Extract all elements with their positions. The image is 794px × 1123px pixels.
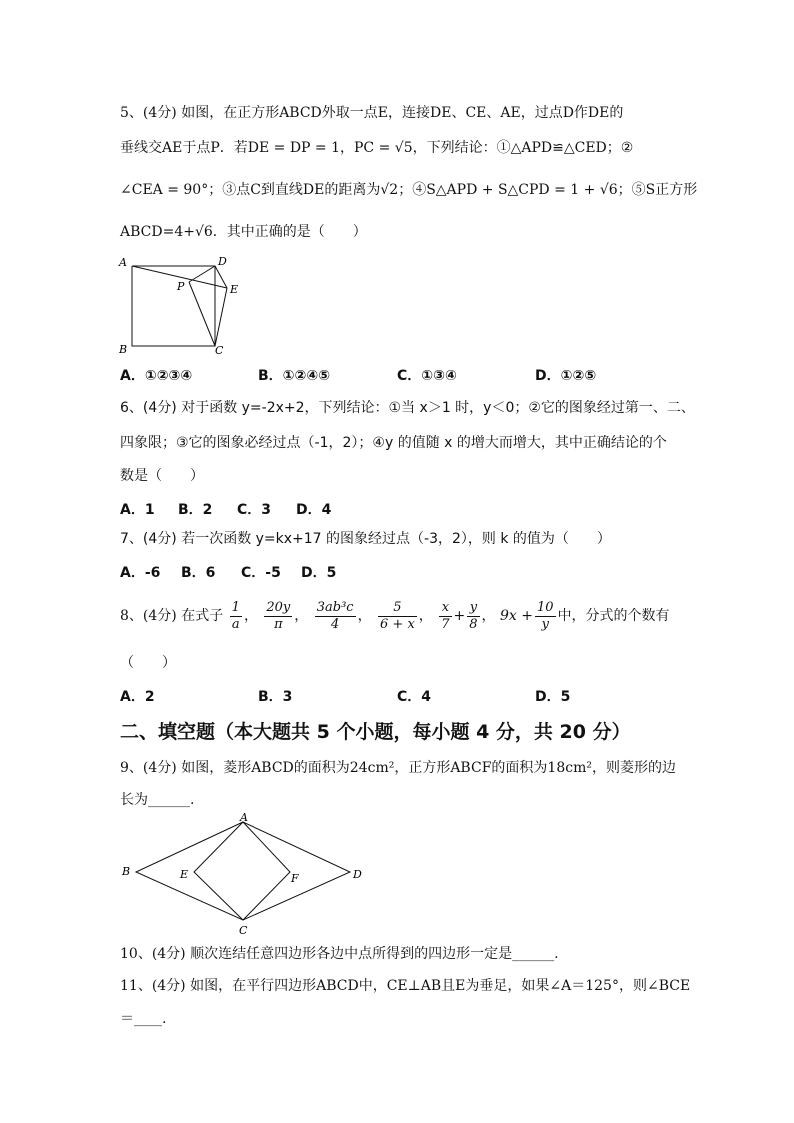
q8-fraction-5b <box>467 600 479 633</box>
q8-fraction-4 <box>378 600 417 633</box>
q8-f5b-num: y <box>467 600 479 617</box>
q8-f6-den: y <box>541 616 549 632</box>
q5-label-a: A <box>119 256 127 269</box>
q5-line-pc <box>189 282 215 346</box>
q8-option-d[interactable]: D．5 <box>535 689 571 705</box>
section-2-heading: 二、填空题（本大题共 5 个小题，每小题 4 分，共 20 分） <box>120 721 631 743</box>
q5-line-dp <box>189 266 215 282</box>
q6-option-d[interactable]: D．4 <box>296 502 332 518</box>
q9-label-b: B <box>122 865 131 878</box>
q5-line-3: ∠CEA = 90°；③点C到直线DE的距离为√2；④S△APD + S△CPD = 1 + √6；⑤S正方形 <box>120 182 698 198</box>
q8-f1-num: 1 <box>231 599 240 615</box>
q5-line-4: ABCD=4+√6．其中正确的是（ ） <box>120 224 367 240</box>
q5-option-d[interactable]: D．①②⑤ <box>535 368 597 384</box>
q11-line-2: ＝____. <box>120 1011 167 1027</box>
q8-f2-den: π <box>274 616 283 632</box>
q5-option-a[interactable]: A．①②③④ <box>120 368 193 384</box>
q8-fraction-5a <box>439 600 451 633</box>
q9-line-2: 长为______. <box>120 792 195 808</box>
q9-label-c: C <box>239 924 248 937</box>
q8-f5a-den: 7 <box>441 616 450 632</box>
q6-option-b[interactable]: B．2 <box>178 502 213 518</box>
q5-line-2: 垂线交AE于点P．若DE = DP = 1，PC = √5，下列结论：①△APD≌△CED；② <box>120 140 634 156</box>
q8-fraction-1 <box>230 600 242 633</box>
q5-label-d: D <box>218 255 227 268</box>
q5-line-1: 5、(4分) 如图，在正方形ABCD外取一点E，连接DE、CE、AE，过点D作DE的 <box>120 105 624 121</box>
q7-option-d[interactable]: D．5 <box>301 565 337 581</box>
q8-f2-num: 20y <box>266 599 291 615</box>
q9-label-a: A <box>240 812 248 824</box>
q8-option-a[interactable]: A．2 <box>120 689 155 705</box>
q9-label-f: F <box>291 872 299 885</box>
q8-fraction-6 <box>535 600 556 633</box>
q5-option-c[interactable]: C．①③④ <box>397 368 457 384</box>
q8-f5a-num: x <box>439 600 451 617</box>
q7-line-1: 7、(4分) 若一次函数 y=kx+17 的图象经过点（-3，2），则 k 的值为（ ） <box>120 531 611 547</box>
q6-line-1: 6、(4分) 对于函数 y=-2x+2，下列结论：①当 x＞1 时，y＜0；②它的图象经过第一、二、 <box>120 400 695 416</box>
q9-line-1: 9、(4分) 如图，菱形ABCD的面积为24cm²，正方形ABCF的面积为18cm²，则菱形的边 <box>120 760 676 776</box>
q8-fraction-3 <box>315 600 356 633</box>
q8-line-1: 8、(4分) 在式子 $\frac{1}{a}$ ， $\frac{20y}{\pi}$ ， $\frac{\text{3ab³c}}{4}$ ， $\frac{5}{6 + x}$ ， $\frac{x}{7}$ + $\frac{y}{8}$ ， 9x + $\frac{10}{y}$ 中，分式的个数有 <box>120 599 670 632</box>
q8-f5b-den: 8 <box>469 616 478 632</box>
q8-f4-num: 5 <box>378 600 417 617</box>
q9-rhombus <box>136 822 350 920</box>
q10-line-1: 10、(4分) 顺次连结任意四边形各边中点所得到的四边形一定是______. <box>120 946 559 962</box>
q9-label-d: D <box>353 868 362 881</box>
q9-figure <box>118 812 368 938</box>
q5-square <box>132 266 215 346</box>
q6-option-a[interactable]: A．1 <box>120 502 155 518</box>
q5-label-c: C <box>215 344 224 357</box>
q8-f1-den: a <box>231 616 240 632</box>
q8-f4-den: 6 + x <box>380 616 415 632</box>
q8-option-b[interactable]: B．3 <box>258 689 293 705</box>
q5-option-b[interactable]: B．①②④⑤ <box>258 368 331 384</box>
q5-figure <box>115 252 255 357</box>
q6-line-2: 四象限；③它的图象必经过点（-1，2）；④y 的值随 x 的增大而增大，其中正确结论的个 <box>120 435 667 451</box>
q7-option-c[interactable]: C．-5 <box>241 565 281 581</box>
q5-label-p: P <box>177 280 185 293</box>
q8-f3-den: 4 <box>331 616 340 632</box>
q11-line-1: 11、(4分) 如图，在平行四边形ABCD中，CE⊥AB且E为垂足，如果∠A＝125°，则∠BCE <box>120 978 691 994</box>
q8-line-2: （ ） <box>120 655 176 671</box>
q8-suffix: 中，分式的个数有 <box>557 608 670 624</box>
q5-line-ce <box>215 288 227 346</box>
q5-line-de <box>215 266 227 288</box>
q9-label-e: E <box>180 868 189 881</box>
q8-fraction-2 <box>264 600 292 633</box>
q8-f3-num: 3ab³c <box>316 599 354 615</box>
q8-f6-prefix: 9x + <box>500 608 533 624</box>
q7-option-a[interactable]: A．-6 <box>120 565 161 581</box>
q8-option-c[interactable]: C．4 <box>397 689 432 705</box>
q5-label-e: E <box>230 283 239 296</box>
q6-line-3: 数是（ ） <box>120 468 204 484</box>
q8-prefix: 8、(4分) 在式子 <box>120 608 224 624</box>
q5-label-b: B <box>119 343 128 356</box>
q8-f6-num: 10 <box>536 599 554 615</box>
q6-option-c[interactable]: C．3 <box>237 502 272 518</box>
q7-option-b[interactable]: B．6 <box>181 565 216 581</box>
